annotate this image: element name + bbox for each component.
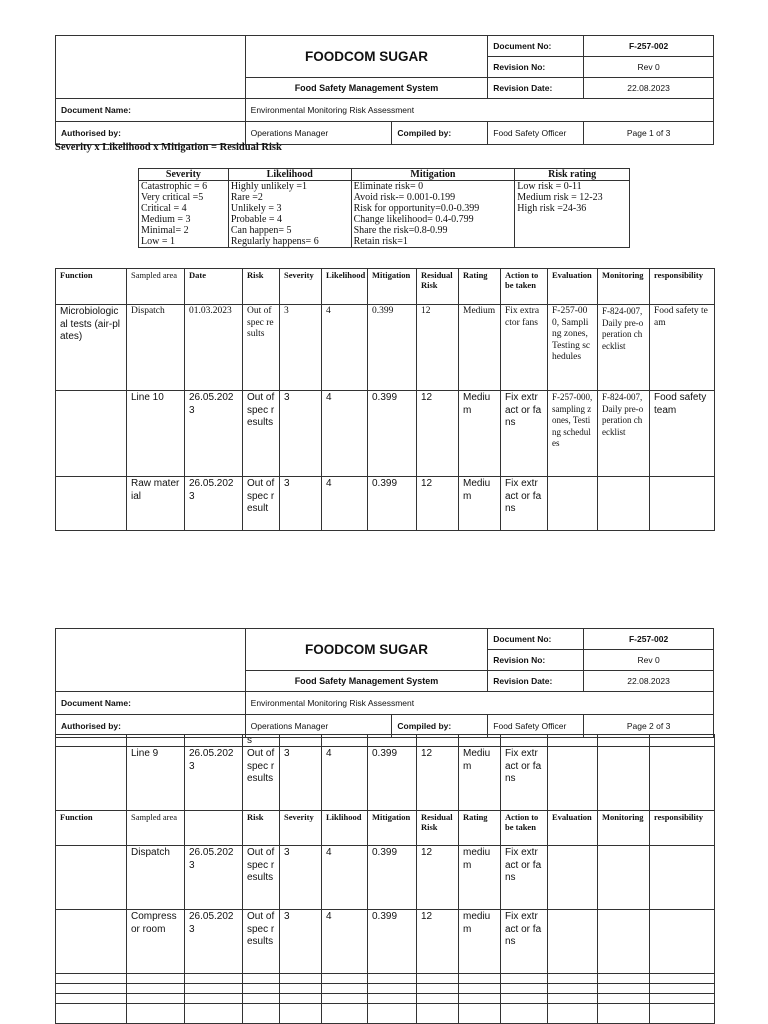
- table-row: [56, 910, 715, 974]
- legend-row: [139, 225, 630, 236]
- col-function: Function: [56, 811, 127, 846]
- cell-action: Fix extractor fans: [501, 305, 548, 391]
- legend-cell: Regularly happens= 6: [228, 236, 351, 248]
- document-header-page-2: [55, 628, 714, 738]
- legend-cell: Medium risk = 12-23: [515, 192, 630, 203]
- cell-action: Fix extract or fans: [501, 477, 548, 531]
- col-sampled-area: Sampled area: [127, 269, 185, 305]
- rev-date-label: Revision Date:: [488, 671, 584, 692]
- legend-row: [139, 236, 630, 248]
- table-row-continued: [56, 735, 715, 747]
- legend-cell: Minimal= 2: [139, 225, 229, 236]
- cell-sampled-area: Line 9: [127, 747, 185, 811]
- rev-no: Rev 0: [584, 650, 714, 671]
- cell-responsibility: [650, 477, 715, 531]
- cell-monitoring: F-824-007,Daily pre-operation checklist: [598, 391, 650, 477]
- cell-function: [56, 846, 127, 910]
- cell-function: [56, 477, 127, 531]
- legend-cell: Probable = 4: [228, 214, 351, 225]
- document-header-page-1: [55, 35, 714, 145]
- cell-monitoring: [598, 747, 650, 811]
- legend-cell: Unlikely = 3: [228, 203, 351, 214]
- cell-date: 26.05.2023: [185, 910, 243, 974]
- cell-rating: Medium: [459, 477, 501, 531]
- cell-sampled-area: Compressor room: [127, 910, 185, 974]
- cell-monitoring: [598, 477, 650, 531]
- cell-function: [56, 391, 127, 477]
- col-monitoring: Monitoring: [598, 811, 650, 846]
- col-monitoring: Monitoring: [598, 269, 650, 305]
- cell-residual-risk: 12: [417, 747, 459, 811]
- compiled-by: Food Safety Officer: [488, 122, 584, 145]
- empty-row: [56, 994, 715, 1004]
- cell-risk: Out of spec results: [243, 747, 280, 811]
- doc-name: Environmental Monitoring Risk Assessment: [245, 692, 713, 715]
- authorised-label: Authorised by:: [56, 122, 246, 145]
- legend-cell: Avoid risk-= 0.001-0.199: [351, 192, 515, 203]
- company-name: FOODCOM SUGAR: [245, 629, 488, 671]
- cell-monitoring: F-824-007, Daily pre-operation checklist: [598, 305, 650, 391]
- cell-likelihood: 4: [322, 846, 368, 910]
- legend-cell: Share the risk=0.8-0.99: [351, 225, 515, 236]
- cell-severity: 3: [280, 477, 322, 531]
- legend-cell: Low risk = 0-11: [515, 181, 630, 193]
- cell-responsibility: [650, 747, 715, 811]
- legend-cell: [515, 214, 630, 225]
- col-responsibility: responsibility: [650, 811, 715, 846]
- cell-date: 26.05.2023: [185, 846, 243, 910]
- col-mitigation: Mitigation: [368, 811, 417, 846]
- cell-likelihood: 4: [322, 747, 368, 811]
- cell-severity: 3: [280, 747, 322, 811]
- authorised-label: Authorised by:: [56, 715, 246, 738]
- cell-mitigation: 0.399: [368, 846, 417, 910]
- col-evaluation: Evaluation: [548, 811, 598, 846]
- cell-monitoring: [598, 910, 650, 974]
- col-date: [185, 811, 243, 846]
- cell-severity: 3: [280, 305, 322, 391]
- page-number: Page 1 of 3: [584, 122, 714, 145]
- col-residual-risk: Residual Risk: [417, 811, 459, 846]
- cell-evaluation: F-257-000, Sampling zones, Testing schedules: [548, 305, 598, 391]
- table-row: [56, 747, 715, 811]
- cell-responsibility: [650, 910, 715, 974]
- rev-date: 22.08.2023: [584, 78, 714, 99]
- legend-header-likelihood: Likelihood: [228, 169, 351, 181]
- cell-rating: Medium: [459, 747, 501, 811]
- cell-mitigation: 0.399: [368, 747, 417, 811]
- cell-likelihood: 4: [322, 910, 368, 974]
- cell-evaluation: [548, 846, 598, 910]
- legend-cell: Very critical =5: [139, 192, 229, 203]
- legend-cell: Highly unlikely =1: [228, 181, 351, 193]
- doc-no: F-257-002: [584, 36, 714, 57]
- cell-action: Fix extract or fans: [501, 391, 548, 477]
- logo-cell: [56, 36, 246, 99]
- compiled-label: Compiled by:: [392, 122, 488, 145]
- col-sampled-area: Sampled area: [127, 811, 185, 846]
- legend-cell: Low = 1: [139, 236, 229, 248]
- col-residual-risk: Residual Risk: [417, 269, 459, 305]
- cell-rating: medium: [459, 910, 501, 974]
- cell-severity: 3: [280, 910, 322, 974]
- table-row: [56, 846, 715, 910]
- rev-date-label: Revision Date:: [488, 78, 584, 99]
- rev-date: 22.08.2023: [584, 671, 714, 692]
- cell-likelihood: 4: [322, 477, 368, 531]
- cell-date: 01.03.2023: [185, 305, 243, 391]
- cell-function: Microbiological tests (air-plates): [56, 305, 127, 391]
- cell-function: [56, 747, 127, 811]
- col-mitigation: Mitigation: [368, 269, 417, 305]
- cell-severity: 3: [280, 391, 322, 477]
- cell-evaluation: F-257-000, sampling zones, Testing schedules: [548, 391, 598, 477]
- rev-no-label: Revision No:: [488, 650, 584, 671]
- col-action: Action to be taken: [501, 811, 548, 846]
- cell-responsibility: Food safety team: [650, 305, 715, 391]
- cell-function: [56, 910, 127, 974]
- cell-date: 26.05.2023: [185, 477, 243, 531]
- legend-header-risk-rating: Risk rating: [515, 169, 630, 181]
- cell-residual-risk: 12: [417, 846, 459, 910]
- col-date: Date: [185, 269, 243, 305]
- legend-cell: Rare =2: [228, 192, 351, 203]
- col-severity: Severity: [280, 269, 322, 305]
- col-evaluation: Evaluation: [548, 269, 598, 305]
- col-function: Function: [56, 269, 127, 305]
- col-likelihood: Likelihood: [322, 269, 368, 305]
- cell-mitigation: 0.399: [368, 305, 417, 391]
- cell-action: Fix extract or fans: [501, 747, 548, 811]
- cell-sampled-area: Dispatch: [127, 305, 185, 391]
- cell-mitigation: 0.399: [368, 477, 417, 531]
- legend-row: [139, 181, 630, 193]
- col-responsibility: responsibility: [650, 269, 715, 305]
- legend-cell: Eliminate risk= 0: [351, 181, 515, 193]
- cell-residual-risk: 12: [417, 910, 459, 974]
- doc-name-label: Document Name:: [56, 99, 246, 122]
- doc-name-label: Document Name:: [56, 692, 246, 715]
- cell-mitigation: 0.399: [368, 391, 417, 477]
- cell-evaluation: [548, 747, 598, 811]
- page-number: Page 2 of 3: [584, 715, 714, 738]
- logo-cell: [56, 629, 246, 692]
- legend-cell: Retain risk=1: [351, 236, 515, 248]
- cell-risk: Out of spec results: [243, 391, 280, 477]
- legend-cell: [515, 225, 630, 236]
- cell-risk: Out of spec results: [243, 910, 280, 974]
- cell-evaluation: [548, 477, 598, 531]
- col-action: Action to be taken: [501, 269, 548, 305]
- legend-cell: Can happen= 5: [228, 225, 351, 236]
- doc-name: Environmental Monitoring Risk Assessment: [245, 99, 713, 122]
- risk-assessment-table-2: [55, 734, 715, 1024]
- legend-row: [139, 214, 630, 225]
- compiled-label: Compiled by:: [392, 715, 488, 738]
- cell-evaluation: [548, 910, 598, 974]
- legend-header-severity: Severity: [139, 169, 229, 181]
- cell-severity: 3: [280, 846, 322, 910]
- table-row: [56, 391, 715, 477]
- authorised-by: Operations Manager: [245, 715, 392, 738]
- legend-cell: Critical = 4: [139, 203, 229, 214]
- cell-risk: Out of spec results: [243, 846, 280, 910]
- rev-no-label: Revision No:: [488, 57, 584, 78]
- legend-cell: Change likelihood= 0.4-0.799: [351, 214, 515, 225]
- cell-rating: Medium: [459, 305, 501, 391]
- cell-risk-continued: s: [243, 735, 280, 747]
- cell-likelihood: 4: [322, 305, 368, 391]
- cell-responsibility: Food safety team: [650, 391, 715, 477]
- legend-cell: [515, 236, 630, 248]
- table-row: [56, 305, 715, 391]
- cell-sampled-area: Raw material: [127, 477, 185, 531]
- rev-no: Rev 0: [584, 57, 714, 78]
- cell-risk: Out of spec result: [243, 477, 280, 531]
- compiled-by: Food Safety Officer: [488, 715, 584, 738]
- empty-row: [56, 984, 715, 994]
- cell-residual-risk: 12: [417, 305, 459, 391]
- legend-cell: High risk =24-36: [515, 203, 630, 214]
- col-risk: Risk: [243, 269, 280, 305]
- legend-cell: Catastrophic = 6: [139, 181, 229, 193]
- cell-sampled-area: Dispatch: [127, 846, 185, 910]
- doc-no-label: Document No:: [488, 36, 584, 57]
- legend-row: [139, 192, 630, 203]
- empty-row: [56, 1004, 715, 1024]
- cell-action: Fix extract or fans: [501, 910, 548, 974]
- legend-cell: Medium = 3: [139, 214, 229, 225]
- legend-header-mitigation: Mitigation: [351, 169, 515, 181]
- cell-date: 26.05.2023: [185, 391, 243, 477]
- risk-legend-table: [138, 168, 630, 248]
- col-rating: Rating: [459, 811, 501, 846]
- legend-cell: Risk for opportunity=0.0-0.399: [351, 203, 515, 214]
- doc-no-label: Document No:: [488, 629, 584, 650]
- col-rating: Rating: [459, 269, 501, 305]
- cell-monitoring: [598, 846, 650, 910]
- company-name: FOODCOM SUGAR: [245, 36, 488, 78]
- cell-rating: Medium: [459, 391, 501, 477]
- table-row: [56, 477, 715, 531]
- cell-sampled-area: Line 10: [127, 391, 185, 477]
- cell-residual-risk: 12: [417, 477, 459, 531]
- cell-risk: Out of spec results: [243, 305, 280, 391]
- cell-likelihood: 4: [322, 391, 368, 477]
- risk-assessment-table-1: [55, 268, 715, 531]
- system-name: Food Safety Management System: [245, 78, 488, 99]
- cell-rating: medium: [459, 846, 501, 910]
- cell-action: Fix extract or fans: [501, 846, 548, 910]
- authorised-by: Operations Manager: [245, 122, 392, 145]
- cell-responsibility: [650, 846, 715, 910]
- cell-mitigation: 0.399: [368, 910, 417, 974]
- empty-row: [56, 974, 715, 984]
- legend-row: [139, 203, 630, 214]
- cell-residual-risk: 12: [417, 391, 459, 477]
- doc-no: F-257-002: [584, 629, 714, 650]
- col-likelihood: Liklihood: [322, 811, 368, 846]
- cell-date: 26.05.2023: [185, 747, 243, 811]
- system-name: Food Safety Management System: [245, 671, 488, 692]
- risk-formula: Severity x Likelihood x Mitigation = Residual Risk: [55, 142, 282, 153]
- col-severity: Severity: [280, 811, 322, 846]
- col-risk: Risk: [243, 811, 280, 846]
